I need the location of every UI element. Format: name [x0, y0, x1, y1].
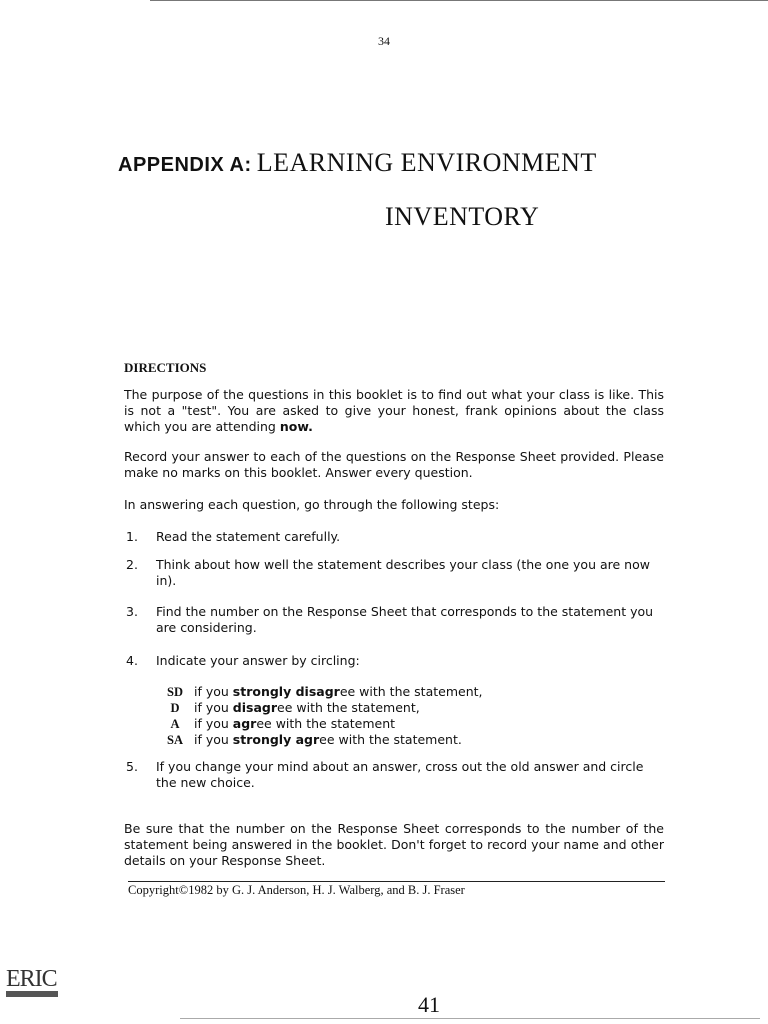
step-text: Read the statement carefully.	[156, 529, 341, 544]
step-number: 5.	[126, 759, 138, 774]
scale-code: SD	[167, 685, 183, 699]
step-number: 2.	[126, 557, 138, 572]
appendix-title	[118, 148, 597, 178]
step-text: Find the number on the Response Sheet that corresponds to the statement you are considering.	[156, 604, 654, 635]
scan-edge-line	[180, 1018, 760, 1019]
scale-description: if you strongly agree with the statement.	[194, 732, 462, 747]
scale-description: if you agree with the statement	[194, 716, 396, 731]
step-text: Think about how well the statement describes your class (the one you are now in).	[156, 557, 650, 588]
title-line-1: LEARNING ENVIRONMENT	[256, 148, 597, 177]
scale-description: if you strongly disagree with the statement,	[194, 684, 483, 699]
step-item	[126, 529, 666, 545]
purpose-text: The purpose of the questions in this booklet is to find out what your class is like. This is not a "test". You are asked to give your honest, frank opinions about the class which you are attending	[124, 387, 664, 434]
directions-heading: DIRECTIONS	[124, 360, 207, 375]
scale-row	[156, 716, 483, 732]
scale-code: SA	[167, 733, 183, 747]
scale-row	[156, 700, 483, 716]
divider-rule	[128, 881, 665, 882]
step-item	[126, 557, 666, 589]
step-item	[126, 759, 666, 791]
step-item	[126, 604, 666, 636]
step-number: 3.	[126, 604, 138, 619]
scale-code: A	[170, 717, 180, 731]
step-text: Indicate your answer by circling:	[156, 653, 360, 668]
step-number: 1.	[126, 529, 138, 544]
response-scale	[156, 684, 483, 748]
record-paragraph: Record your answer to each of the questions on the Response Sheet provided. Please make no marks on this booklet. Answer every question.	[124, 449, 664, 480]
appendix-label: APPENDIX A:	[118, 154, 252, 176]
step-item	[126, 653, 666, 669]
scan-edge-line	[150, 0, 768, 1]
step-number: 4.	[126, 653, 138, 668]
scale-row	[156, 732, 483, 748]
scale-code: D	[170, 701, 180, 715]
page-number-top: 34	[378, 34, 390, 48]
step-text: If you change your mind about an answer, cross out the old answer and circle the new choice.	[156, 759, 644, 790]
eric-logo-icon	[6, 966, 64, 1010]
purpose-emphasis: now.	[279, 419, 313, 434]
closing-paragraph: Be sure that the number on the Response Sheet corresponds to the number of the statement being answered in the booklet. Don't forget to record your name and other details on your Response Sheet.	[124, 821, 664, 868]
title-line-2: INVENTORY	[385, 202, 540, 231]
page-number-bottom: 41	[418, 992, 440, 1017]
purpose-paragraph	[124, 387, 664, 435]
scale-description: if you disagree with the statement,	[194, 700, 420, 715]
copyright-notice: Copyright©1982 by G. J. Anderson, H. J. Walberg, and B. J. Fraser	[128, 883, 465, 897]
scale-row	[156, 684, 483, 700]
steps-intro: In answering each question, go through the following steps:	[124, 497, 500, 512]
logo-text: ERIC	[6, 966, 57, 992]
